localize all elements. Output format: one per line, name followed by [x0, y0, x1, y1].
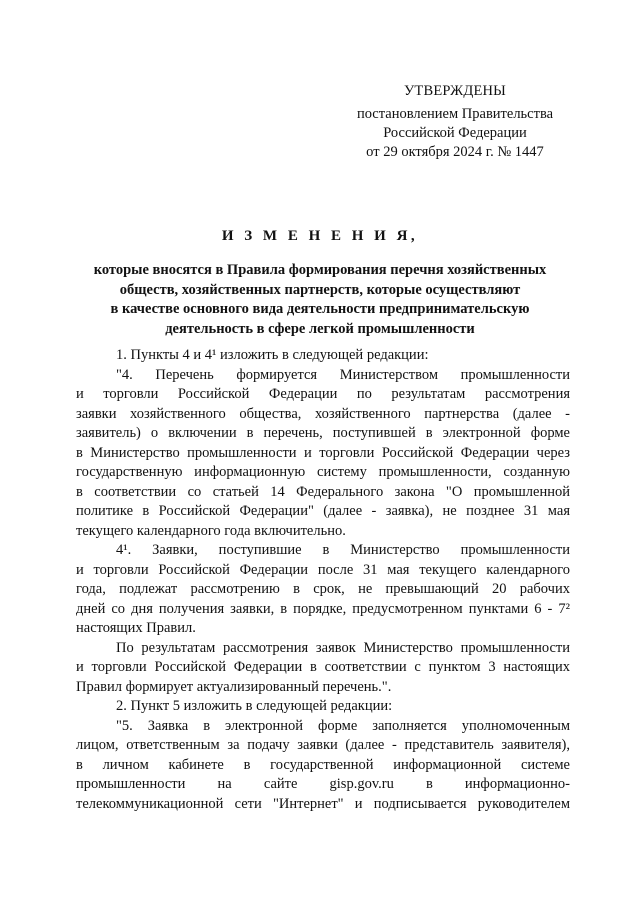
heading-title: И З М Е Н Е Н И Я,: [221, 228, 419, 244]
body-line: заявитель) о включении в перечень, поступившей в электронной форме: [76, 425, 570, 441]
body-line: и торговли Российской Федерации в соответствии с пунктом 3 настоящих: [76, 659, 570, 675]
body-line: "5. Заявка в электронной форме заполняется уполномоченным: [116, 717, 570, 734]
body-line: 2. Пункт 5 изложить в следующей редакции:: [116, 698, 393, 714]
body-line: и торговли Российской Федерации по результатам рассмотрения: [76, 386, 570, 402]
body-line: в соответствии со статьей 14 Федерального закона "О промышленной: [76, 483, 570, 500]
approval-block: [330, 82, 580, 162]
body-line: в личном кабинете в государственной информационной системе: [76, 756, 570, 773]
body-line: "4. Перечень формируется Министерством промышленности: [116, 366, 570, 383]
body-line: По результатам рассмотрения заявок Министерство промышленности: [116, 639, 570, 656]
body-line: 1. Пункты 4 и 4¹ изложить в следующей редакции:: [116, 347, 429, 363]
body-line: дней со дня получения заявки, в порядке, предусмотренном пунктами 6 - 7²: [76, 600, 570, 617]
body-line: 4¹. Заявки, поступившие в Министерство промышленности: [116, 542, 570, 558]
body-line: лицом, ответственным за подачу заявки (далее - представитель заявителя),: [76, 737, 570, 753]
body-line: политике в Российской Федерации" (далее - заявка), не позднее 31 мая: [76, 503, 570, 519]
body-line: заявки хозяйственного общества, хозяйственного партнерства (далее -: [76, 405, 570, 422]
approval-line: Российской Федерации: [383, 125, 527, 141]
heading-subtitle-line: деятельность в сфере легкой промышленности: [165, 320, 475, 337]
body-line: в Министерство промышленности и торговли Российской Федерации через: [76, 444, 570, 461]
approval-line: постановлением Правительства: [356, 106, 554, 122]
approval-date-line: от 29 октября 2024 г. № 1447: [366, 144, 544, 160]
body-line: и торговли Российской Федерации после 31 мая текущего календарного: [76, 561, 570, 578]
body-line: Правил формирует актуализированный перечень.".: [76, 678, 392, 695]
body-line: промышленности на сайте gisp.gov.ru в информационно-: [76, 776, 570, 792]
body-line: текущего календарного года включительно.: [76, 522, 346, 539]
approval-title: УТВЕРЖДЕНЫ: [403, 83, 507, 99]
heading-subtitle-line: в качестве основного вида деятельности предпринимательскую: [110, 301, 530, 317]
document-body: [76, 346, 570, 814]
body-line: настоящих Правил.: [76, 620, 196, 636]
body-line: государственную информационную систему промышленности, созданную: [76, 464, 570, 480]
heading-subtitle-line: обществ, хозяйственных партнерств, которые осуществляют: [119, 281, 521, 298]
heading-subtitle-line: которые вносятся в Правила формирования перечня хозяйственных: [93, 262, 547, 278]
document-heading: [60, 228, 580, 339]
body-line: телекоммуникационной сети "Интернет" и подписывается руководителем: [76, 795, 570, 812]
body-line: года, подлежат рассмотрению в срок, не превышающий 20 рабочих: [76, 581, 570, 597]
